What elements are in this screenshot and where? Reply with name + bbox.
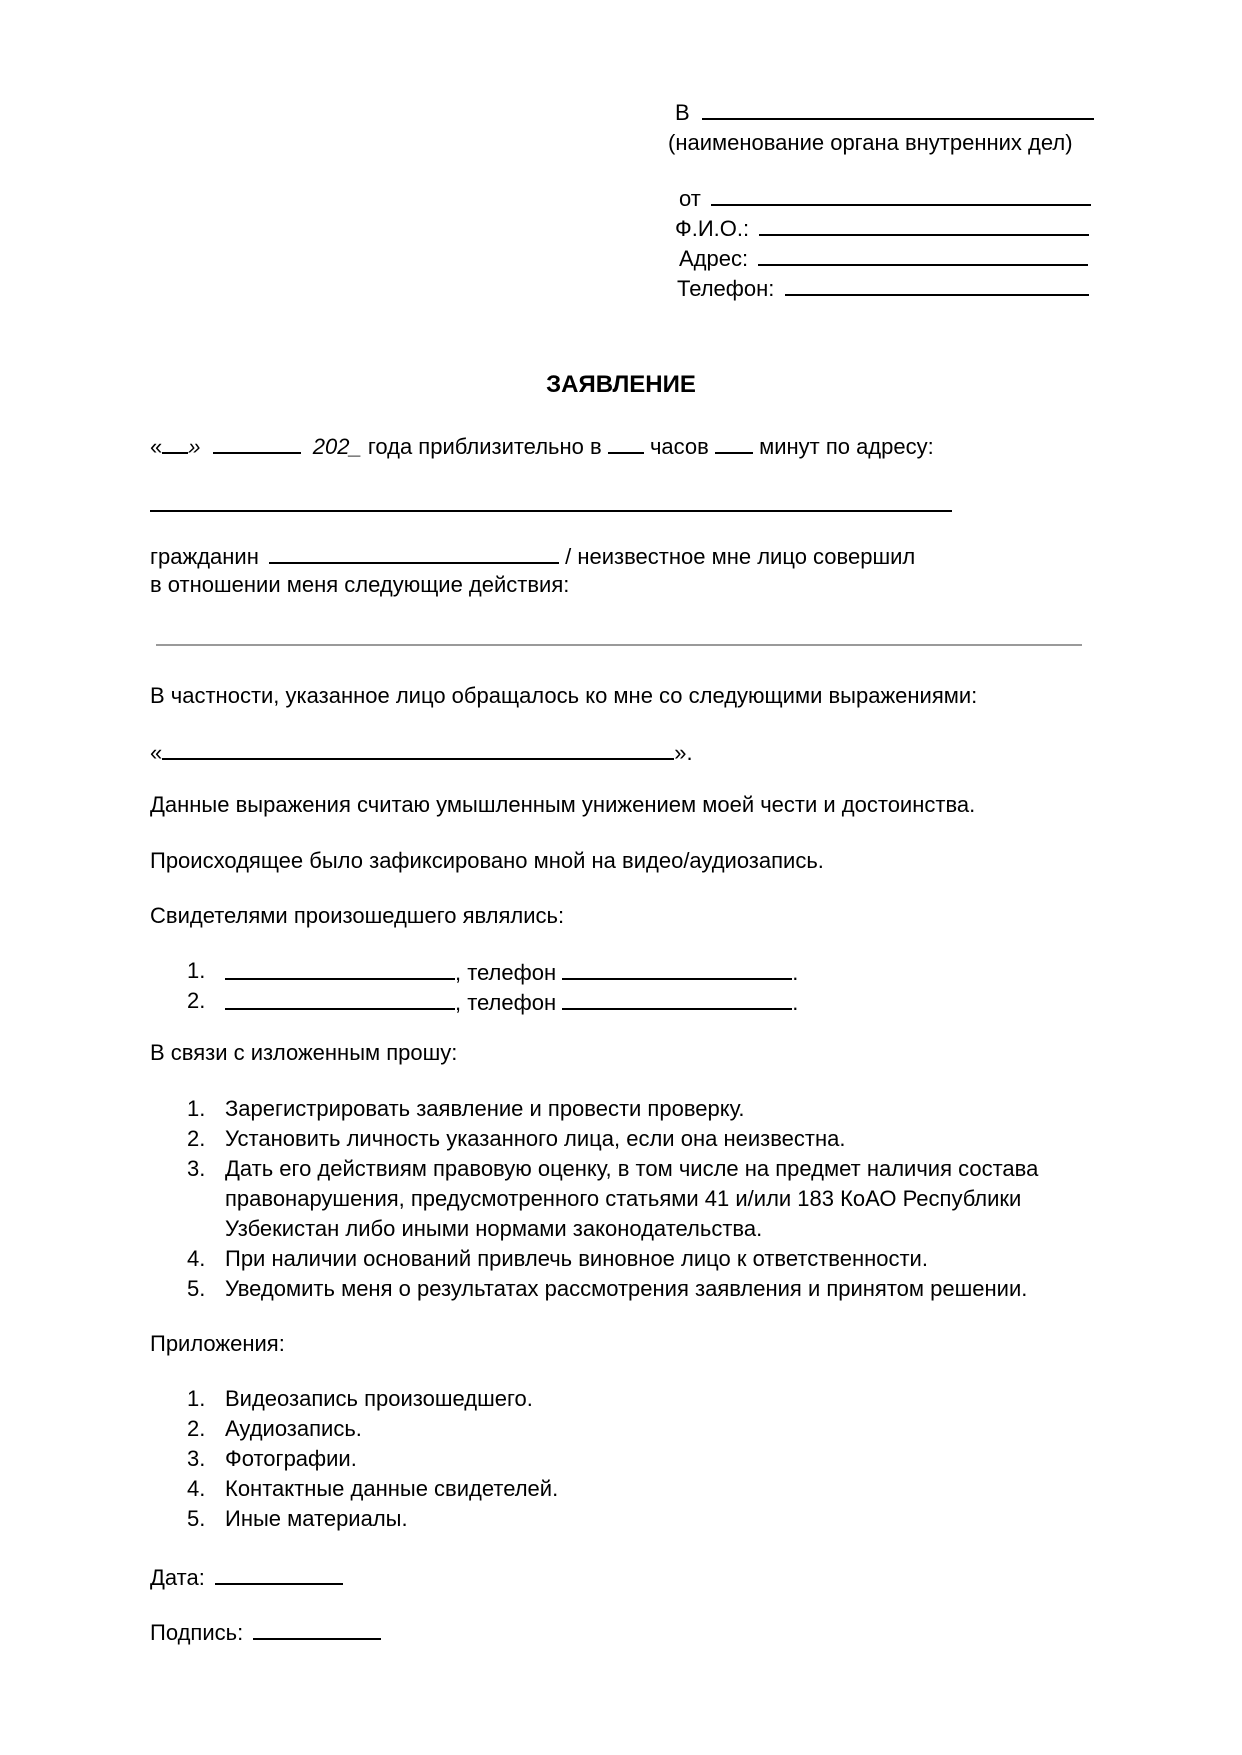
attachment-number: 2.: [187, 1416, 206, 1441]
date-text-1: года приблизительно в: [367, 434, 602, 459]
citizen-prefix: гражданин: [150, 544, 259, 569]
request-item: [187, 1246, 1087, 1272]
phone-blank[interactable]: [785, 274, 1089, 296]
request-item: [187, 1096, 1087, 1122]
attachment-item: [187, 1446, 787, 1472]
witness-item: [187, 958, 887, 984]
witness-name-blank[interactable]: [225, 958, 455, 980]
fio-blank[interactable]: [759, 214, 1089, 236]
fio-label: Ф.И.О.:: [675, 216, 750, 241]
request-text: Уведомить меня о результатах рассмотрения заявления и принятом решении.: [225, 1276, 1028, 1301]
phone-line: [677, 274, 1089, 302]
from-label: от: [679, 186, 701, 211]
attachment-number: 5.: [187, 1506, 206, 1531]
date-blank[interactable]: [215, 1563, 343, 1585]
request-number: 1.: [187, 1096, 206, 1121]
incident-address-blank[interactable]: [150, 510, 952, 512]
open-quote: «: [150, 434, 163, 459]
witness-number: 2.: [187, 988, 206, 1013]
quote-blank[interactable]: [162, 738, 674, 760]
from-line: [679, 184, 1091, 212]
signature-label: Подпись:: [150, 1620, 244, 1645]
month-blank[interactable]: [213, 432, 301, 454]
attachment-text: Иные материалы.: [225, 1506, 408, 1531]
signature-field-line: [150, 1618, 381, 1646]
attachments-intro: Приложения:: [150, 1331, 285, 1356]
request-text: правонарушения, предусмотренного статьями 41 и/или 183 КоАО Республики: [225, 1186, 1022, 1211]
signature-blank[interactable]: [253, 1618, 381, 1640]
attachment-item: [187, 1416, 787, 1442]
witness-phone-blank[interactable]: [562, 958, 792, 980]
attachment-number: 3.: [187, 1446, 206, 1471]
request-text: Зарегистрировать заявление и провести проверку.: [225, 1096, 745, 1121]
attachment-item: [187, 1476, 787, 1502]
hours-blank[interactable]: [608, 432, 644, 454]
actions-description-blank[interactable]: [156, 644, 1082, 646]
witness-content: [225, 958, 798, 986]
witness-end: .: [792, 990, 799, 1015]
addressee-to-line: [675, 98, 1094, 126]
witness-name-blank[interactable]: [225, 988, 455, 1010]
date-text-3: минут по адресу:: [759, 434, 934, 459]
quote-close: ».: [674, 740, 693, 765]
witness-number: 1.: [187, 958, 206, 983]
request-number: 2.: [187, 1126, 206, 1151]
request-item: [187, 1156, 1087, 1242]
attachment-item: [187, 1506, 787, 1532]
addressee-caption: (наименование органа внутренних дел): [668, 130, 1073, 155]
from-blank[interactable]: [711, 184, 1091, 206]
witness-phone-label: , телефон: [455, 960, 557, 985]
request-text: При наличии оснований привлечь виновное лицо к ответственности.: [225, 1246, 928, 1271]
attachment-text: Фотографии.: [225, 1446, 357, 1471]
address-blank[interactable]: [758, 244, 1088, 266]
request-number: 3.: [187, 1156, 206, 1181]
requests-intro: В связи с изложенным прошу:: [150, 1040, 458, 1065]
witness-phone-label: , телефон: [455, 990, 557, 1015]
address-label: Адрес:: [679, 246, 749, 271]
expressions-intro: В частности, указанное лицо обращалось ко мне со следующими выражениями:: [150, 683, 978, 708]
quote-open: «: [150, 740, 163, 765]
date-time-line: [150, 432, 934, 460]
attachment-number: 1.: [187, 1386, 206, 1411]
witness-item: [187, 988, 887, 1014]
citizen-line-2: в отношении меня следующие действия:: [150, 572, 570, 597]
request-item: [187, 1276, 1087, 1302]
request-item: [187, 1126, 1087, 1152]
document-title: ЗАЯВЛЕНИЕ: [546, 371, 696, 398]
citizen-line: [150, 542, 915, 570]
addressee-to-blank[interactable]: [702, 98, 1094, 120]
date-text-2: часов: [649, 434, 709, 459]
paragraph-honor: Данные выражения считаю умышленным унижением моей чести и достоинства.: [150, 792, 976, 817]
request-text: Установить личность указанного лица, если она неизвестна.: [225, 1126, 846, 1151]
witness-phone-blank[interactable]: [562, 988, 792, 1010]
year-text: 202_: [312, 434, 362, 459]
request-text: Узбекистан либо иными нормами законодательства.: [225, 1216, 763, 1241]
attachment-text: Контактные данные свидетелей.: [225, 1476, 559, 1501]
date-label: Дата:: [150, 1565, 205, 1590]
citizen-suffix: / неизвестное мне лицо совершил: [565, 544, 916, 569]
witness-content: [225, 988, 798, 1016]
minutes-blank[interactable]: [715, 432, 753, 454]
quote-line: [150, 738, 693, 766]
attachment-text: Видеозапись произошедшего.: [225, 1386, 533, 1411]
paragraph-recorded: Происходящее было зафиксировано мной на видео/аудиозапись.: [150, 848, 824, 873]
attachment-text: Аудиозапись.: [225, 1416, 362, 1441]
attachment-item: [187, 1386, 787, 1412]
citizen-name-blank[interactable]: [269, 542, 559, 564]
address-line: [679, 244, 1088, 272]
day-blank[interactable]: [162, 432, 188, 454]
date-field-line: [150, 1563, 343, 1591]
attachment-number: 4.: [187, 1476, 206, 1501]
request-number: 4.: [187, 1246, 206, 1271]
fio-line: [675, 214, 1089, 242]
close-quote: »: [188, 434, 201, 459]
witness-end: .: [792, 960, 799, 985]
witnesses-intro: Свидетелями произошедшего являлись:: [150, 903, 565, 928]
phone-label: Телефон:: [677, 276, 775, 301]
request-number: 5.: [187, 1276, 206, 1301]
addressee-to-prefix: В: [675, 100, 690, 125]
request-text: Дать его действиям правовую оценку, в том числе на предмет наличия состава: [225, 1156, 1039, 1181]
